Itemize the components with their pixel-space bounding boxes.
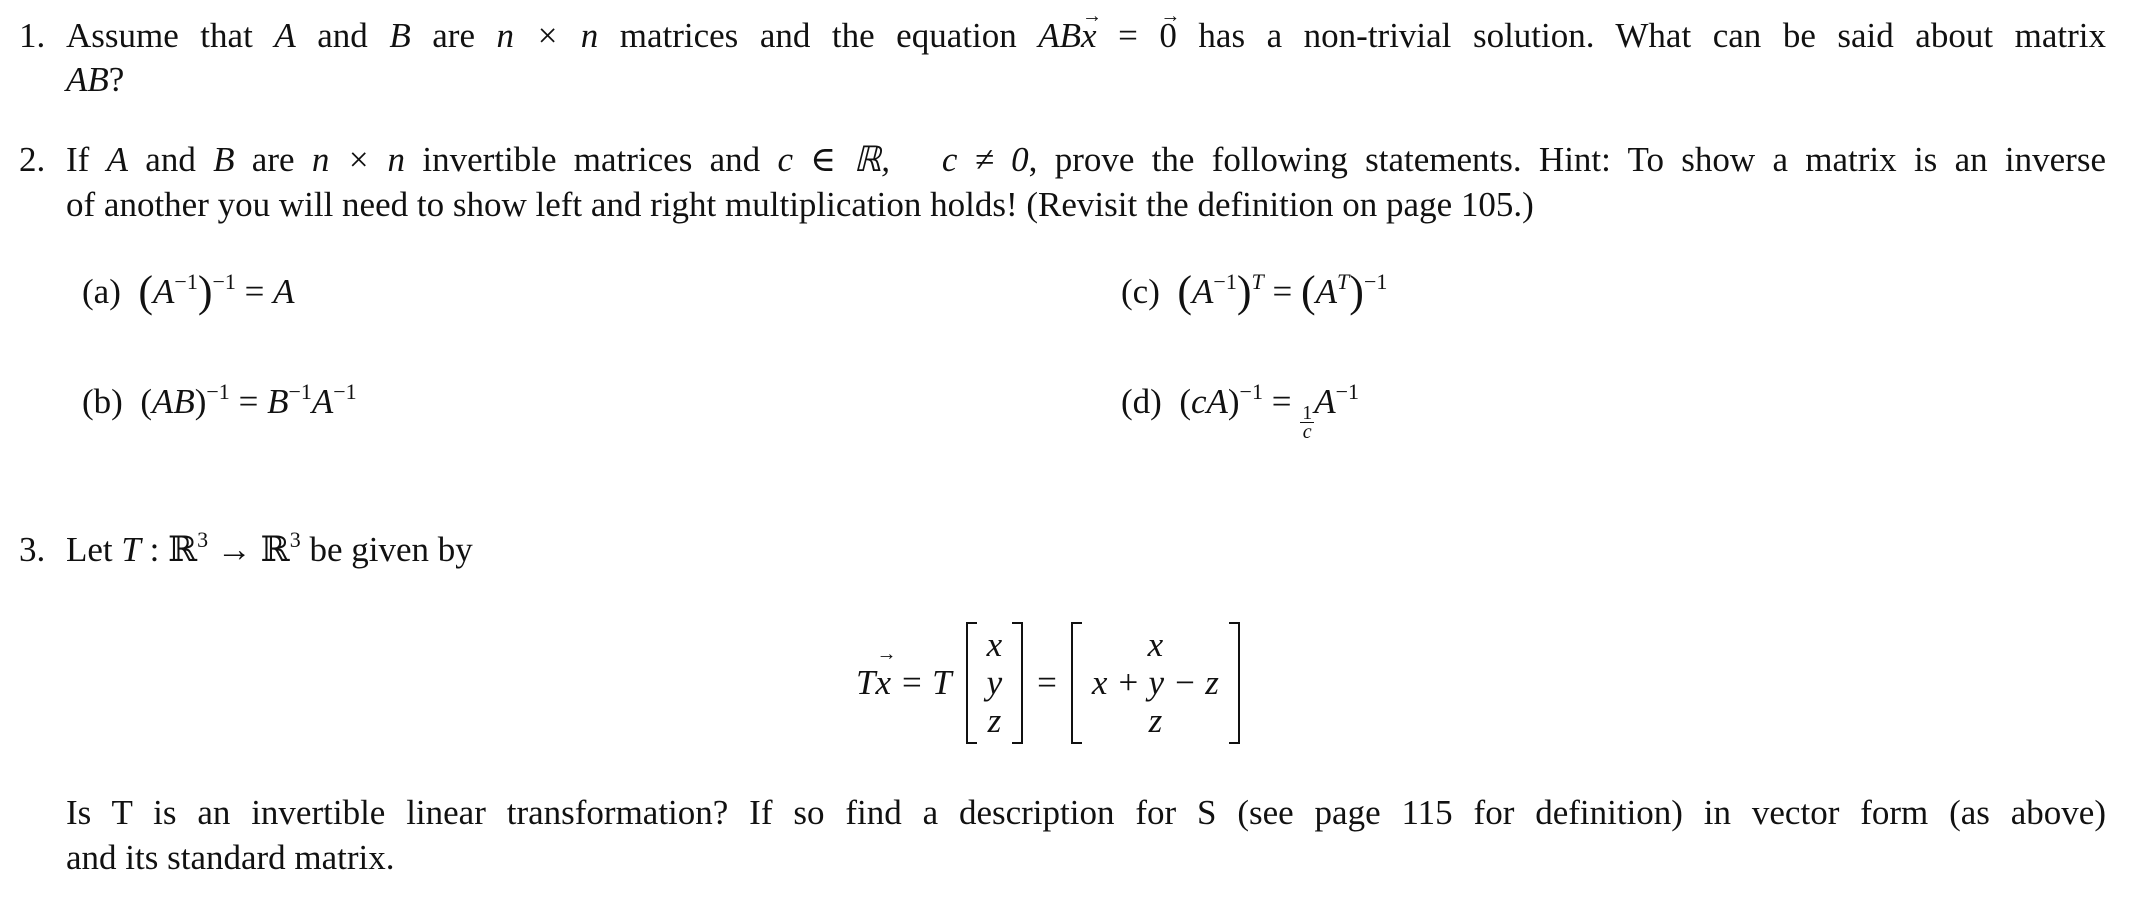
math-B: B	[213, 140, 235, 179]
text: : ℝ	[140, 530, 198, 569]
text: are	[234, 140, 312, 179]
exponent: −1	[288, 379, 312, 404]
q3-number: 3.	[19, 530, 46, 569]
transformation-equation	[856, 622, 1240, 744]
math-B: B	[389, 16, 411, 55]
entry: z	[1148, 701, 1163, 740]
text: are	[410, 16, 497, 55]
math-A: A	[274, 16, 296, 55]
q2-part-a: (a) $(A^{-1})^{-1} = A$	[82, 267, 295, 316]
exponent: −1	[1213, 269, 1237, 294]
math: A	[153, 272, 175, 311]
left-bracket	[966, 622, 977, 744]
exponent: −1	[1239, 379, 1263, 404]
math-nxn: n × n	[311, 140, 406, 179]
part-label: (b)	[82, 382, 123, 421]
text: → ℝ	[208, 530, 290, 569]
exponent: 3	[197, 527, 209, 552]
math: A	[273, 272, 295, 311]
equals: =	[1096, 16, 1160, 55]
exponent: T	[1251, 269, 1264, 294]
math: A	[1315, 272, 1338, 311]
exponent: −1	[333, 379, 357, 404]
text: Let	[66, 530, 122, 569]
q2-part-d: (d) (cA)$^{-1}$ = $\frac{1}{c}$ $A^{-1}$	[1121, 379, 1360, 443]
q2-part-b: (b) $(AB)^{-1} = B^{-1}A^{-1}$	[82, 379, 357, 421]
math-T: T	[121, 530, 141, 569]
entry: z	[987, 701, 1002, 740]
math-AB: AB	[1038, 16, 1082, 55]
math: AB	[151, 382, 195, 421]
exponent: −1	[174, 269, 198, 294]
text: invertible matrices and	[405, 140, 778, 179]
math-c-real: c ∈ ℝ, c ≠ 0	[777, 140, 1029, 179]
part-label: (c)	[1121, 272, 1160, 311]
q3-intro	[66, 527, 473, 570]
math-A: A	[106, 140, 128, 179]
equals: =	[1037, 663, 1057, 702]
q2-line1	[66, 140, 2106, 180]
exponent: −1	[212, 269, 236, 294]
math: A	[1192, 272, 1214, 311]
output-vector	[1071, 622, 1240, 744]
entry: x + y − z	[1091, 663, 1219, 702]
right-bracket	[1229, 622, 1240, 744]
math-AB: AB	[66, 60, 109, 99]
text: If	[66, 140, 107, 179]
part-label: (a)	[82, 272, 121, 311]
vector-x: → x	[875, 663, 891, 703]
math: A	[311, 382, 334, 421]
text: and	[295, 16, 390, 55]
q3-question-line1: Is T is an invertible linear transformation? If so find a description for S (see page 115 for definition) in vector form (as above)	[66, 793, 2106, 832]
math: = T	[891, 663, 952, 702]
text: has a non-trivial solution. What can be said about matrix	[1176, 16, 2106, 55]
entry: y	[986, 663, 1003, 702]
q2-part-c: (c) $(A^{-1})^T = (A^T)^{-1}$	[1121, 267, 1388, 316]
numerator: 1	[1302, 402, 1313, 424]
input-vector	[966, 622, 1024, 744]
q1-line1	[66, 16, 2106, 56]
text: and	[128, 140, 214, 179]
eq-lhs	[856, 663, 952, 703]
math-nxn: n × n	[496, 16, 599, 55]
denominator: c	[1302, 421, 1312, 443]
math: cA	[1190, 382, 1228, 421]
right-bracket	[1012, 622, 1023, 744]
text: ?	[108, 60, 125, 99]
text: be given by	[300, 530, 473, 569]
text: matrices and the equation	[598, 16, 1039, 55]
q3-question-line2: and its standard matrix.	[66, 838, 395, 877]
exponent: −1	[206, 379, 230, 404]
fraction	[1300, 404, 1314, 441]
exponent: 3	[289, 527, 301, 552]
text: Assume that	[66, 16, 275, 55]
math: A	[1314, 382, 1336, 421]
q1-line2	[66, 60, 124, 100]
vector-x: → x	[1081, 16, 1097, 56]
exponent: −1	[1335, 379, 1360, 404]
text: , prove the following statements. Hint: To show a matrix is an inverse	[1028, 140, 2106, 179]
math-T: T	[856, 663, 876, 702]
exponent: T	[1337, 269, 1350, 294]
q1-number: 1.	[19, 16, 46, 55]
part-label: (d)	[1121, 382, 1162, 421]
q2-number: 2.	[19, 140, 46, 179]
exponent: −1	[1363, 269, 1388, 294]
zero-vector: → 0	[1159, 16, 1177, 56]
q2-line2: of another you will need to show left and right multiplication holds! (Revisit the definition on page 105.)	[66, 185, 1534, 224]
entry: x	[1147, 625, 1164, 664]
math: B	[267, 382, 289, 421]
left-bracket	[1071, 622, 1082, 744]
entry: x	[986, 625, 1003, 664]
